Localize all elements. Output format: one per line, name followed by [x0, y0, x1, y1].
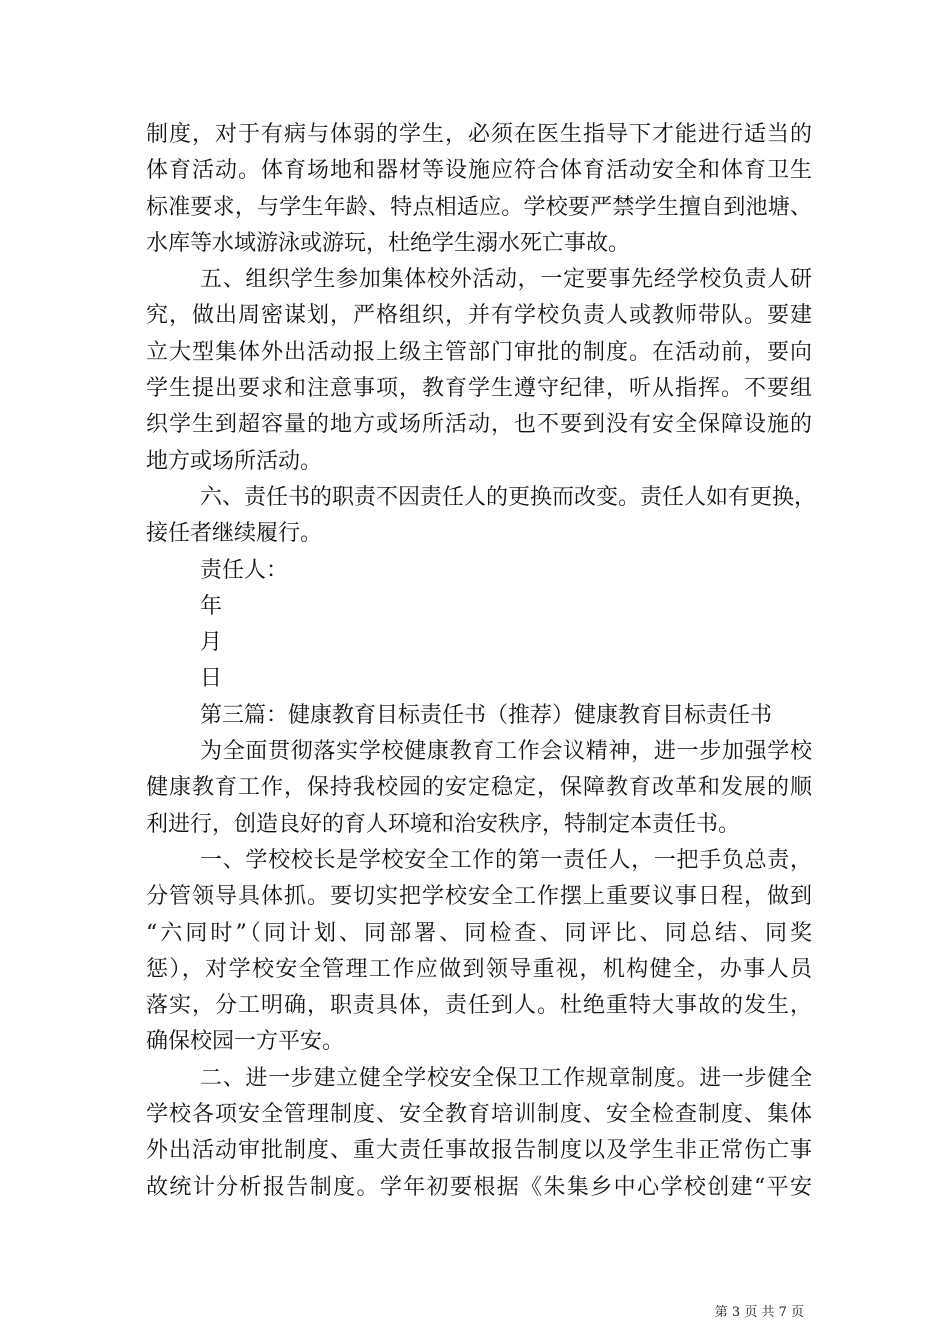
- text-line: 外出活动审批制度、重大责任事故报告制度以及学生非正常伤亡事: [146, 1138, 812, 1164]
- text-line: 分管领导具体抓。要切实把学校安全工作摆上重要议事日程，做到: [146, 884, 812, 910]
- text-line: 立大型集体外出活动报上级主管部门审批的制度。在活动前，要向: [146, 339, 812, 365]
- text-line: 地方或场所活动。: [146, 448, 323, 474]
- text-line: 故统计分析报告制度。学年初要根据《朱集乡中心学校创建“平安: [146, 1174, 812, 1200]
- text-line: 标准要求，与学生年龄、特点相适应。学校要严禁学生擅自到池塘、: [146, 194, 812, 220]
- text-line: 为全面贯彻落实学校健康教育工作会议精神，进一步加强学校: [200, 739, 812, 765]
- text-line: 究，做出周密谋划，严格组织，并有学校负责人或教师带队。要建: [146, 303, 812, 329]
- date-day-label: 日: [200, 666, 223, 692]
- text-line: 学生提出要求和注意事项，教育学生遵守纪律，听从指挥。不要组: [146, 376, 812, 402]
- text-line: 六、责任书的职责不因责任人的更换而改变。责任人如有更换，: [200, 484, 817, 510]
- text-line: 二、进一步建立健全学校安全保卫工作规章制度。进一步健全: [200, 1065, 812, 1091]
- text-line: 惩），对学校安全管理工作应做到领导重视，机构健全，办事人员: [146, 956, 812, 982]
- text-line: 一、学校校长是学校安全工作的第一责任人，一把手负总责，: [200, 847, 812, 873]
- date-year-label: 年: [200, 593, 223, 619]
- text-line: 制度，对于有病与体弱的学生，必须在医生指导下才能进行适当的: [146, 122, 812, 147]
- text-line: 利进行，创造良好的育人环境和治安秩序，特制定本责任书。: [146, 811, 741, 837]
- text-line: 健康教育工作，保持我校园的安定稳定，保障教育改革和发展的顺: [146, 775, 812, 801]
- text-line: 确保校园一方平安。: [146, 1029, 345, 1055]
- section-heading: 第三篇：健康教育目标责任书（推荐）健康教育目标责任书: [200, 702, 773, 728]
- signature-label: 责任人：: [200, 557, 289, 583]
- text-line: 学校各项安全管理制度、安全教育培训制度、安全检查制度、集体: [146, 1102, 812, 1128]
- text-line: 落实，分工明确，职责具体，责任到人。杜绝重特大事故的发生，: [146, 993, 812, 1019]
- document-body: [146, 117, 817, 1206]
- text-line: 织学生到超容量的地方或场所活动，也不要到没有安全保障设施的: [146, 412, 812, 438]
- text-line: 五、组织学生参加集体校外活动，一定要事先经学校负责人研: [200, 267, 812, 293]
- text-line: “六同时”（同计划、同部署、同检查、同评比、同总结、同奖: [146, 920, 812, 946]
- text-line: 水库等水域游泳或游玩，杜绝学生溺水死亡事故。: [146, 230, 631, 256]
- text-line: 体育活动。体育场地和器材等设施应符合体育活动安全和体育卫生: [146, 158, 812, 184]
- page-number-footer: 第 3 页 共 7 页: [714, 1305, 804, 1320]
- text-line: 接任者继续履行。: [146, 521, 323, 547]
- date-month-label: 月: [200, 630, 223, 656]
